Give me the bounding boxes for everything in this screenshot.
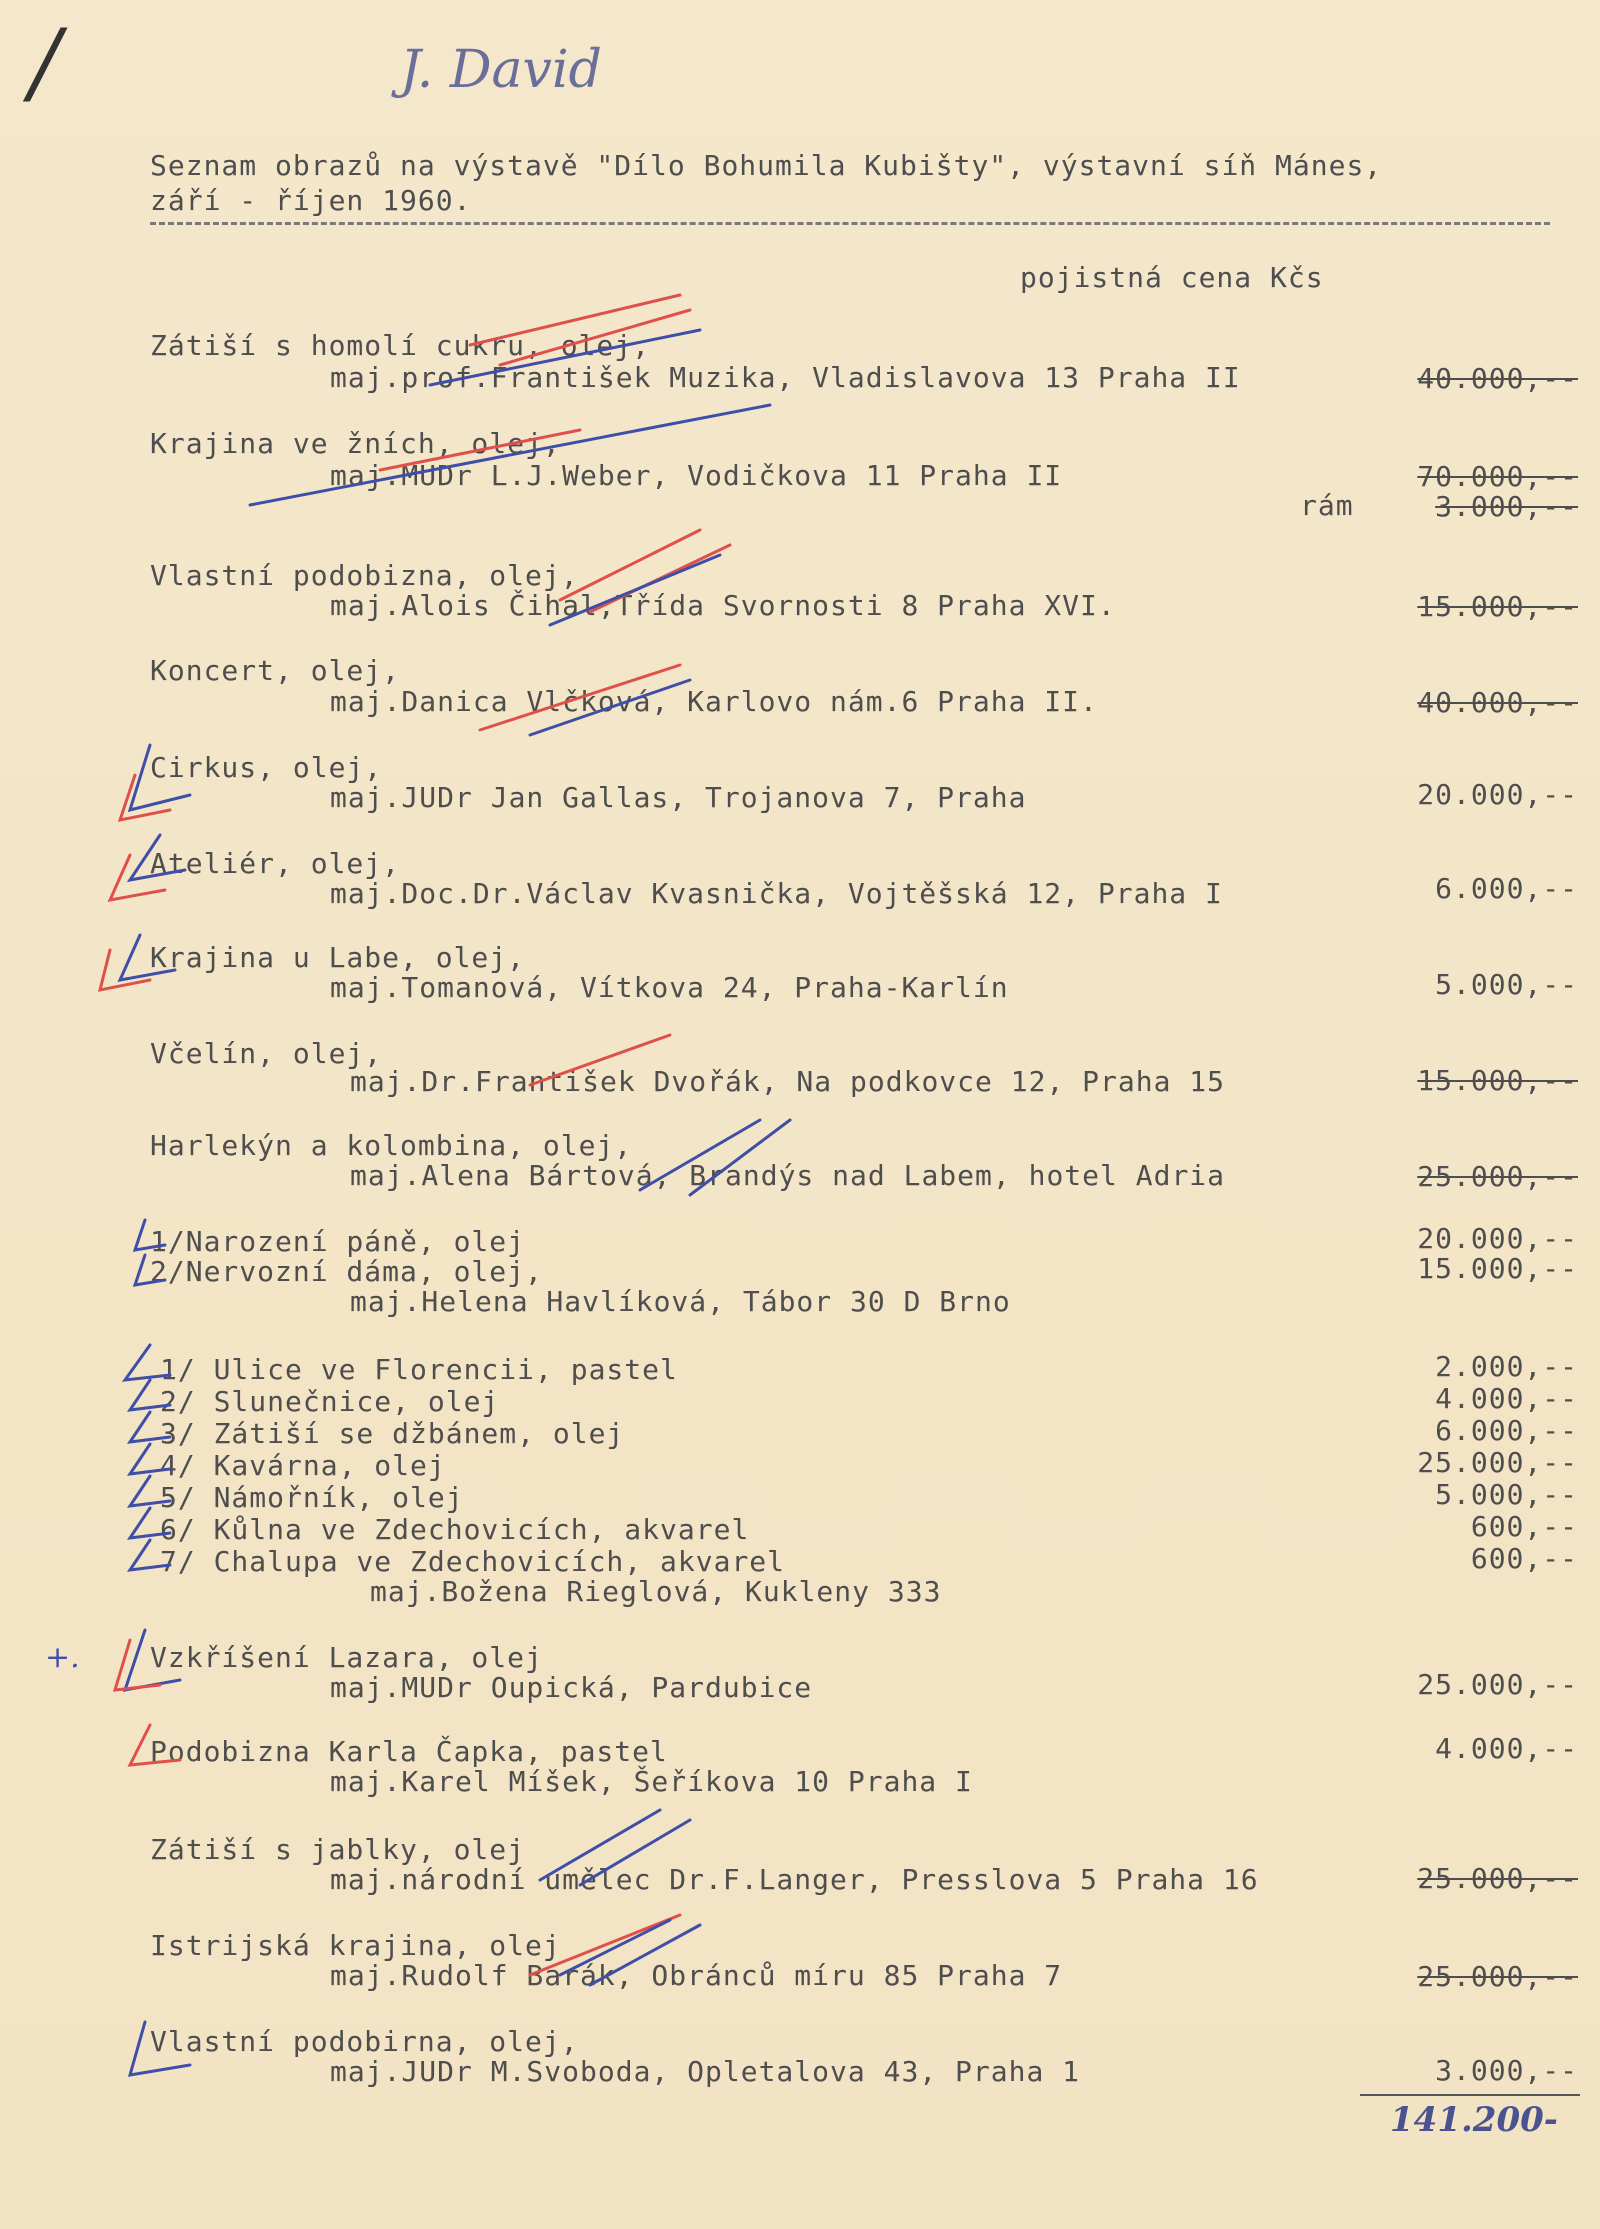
group-rieglova-amount-3: 25.000,--: [1417, 1446, 1578, 1479]
entry-8-owner: maj.Alena Bártová, Brandýs nad Labem, hotel Adria: [350, 1159, 1226, 1192]
group-rieglova-item-6: 7/ Chalupa ve Zdechovicích, akvarel: [160, 1545, 786, 1578]
tail-0-amount: 25.000,--: [1417, 1668, 1578, 1701]
total-rule: [1360, 2094, 1580, 2096]
group-havlikova-amount-0: 20.000,--: [1417, 1222, 1578, 1255]
entry-2-title: Vlastní podobizna, olej,: [150, 559, 579, 592]
entry-4-title: Cirkus, olej,: [150, 751, 383, 784]
entry-0-owner: maj.prof.František Muzika, Vladislavova 13 Praha II: [330, 361, 1241, 394]
entry-5-amount: 6.000,--: [1435, 872, 1578, 905]
entry-1-owner: maj.MUDr L.J.Weber, Vodičkova 11 Praha II: [330, 459, 1063, 492]
group-havlikova-item-0: 1/Narození páně, olej: [150, 1225, 526, 1258]
header-line-1: Seznam obrazů na výstavě "Dílo Bohumila Kubišty", výstavní síň Mánes,: [150, 149, 1383, 182]
tail-4-owner: maj.JUDr M.Svoboda, Opletalova 43, Praha 1: [330, 2055, 1081, 2088]
group-rieglova-amount-6: 600,--: [1470, 1542, 1578, 1575]
entry-4-amount: 20.000,--: [1417, 778, 1578, 811]
group-rieglova-item-0: 1/ Ulice ve Florencii, pastel: [160, 1353, 678, 1386]
tail-1-owner: maj.Karel Míšek, Šeříkova 10 Praha I: [330, 1765, 973, 1798]
group-rieglova-amount-4: 5.000,--: [1435, 1478, 1578, 1511]
group-rieglova-amount-0: 2.000,--: [1435, 1350, 1578, 1383]
group-rieglova-item-2: 3/ Zátiší se džbánem, olej: [160, 1417, 625, 1450]
total-handwritten: 141.200-: [1390, 2100, 1558, 2140]
entry-5-title: Ateliér, olej,: [150, 847, 401, 880]
group-rieglova-item-4: 5/ Námořník, olej: [160, 1481, 464, 1514]
plus-margin-mark: +.: [45, 1640, 80, 1675]
tail-2-amount: 25.000,--: [1417, 1862, 1578, 1895]
entry-1-extra-label: rám: [1300, 489, 1354, 522]
entry-5-owner: maj.Doc.Dr.Václav Kvasnička, Vojtěšská 12, Praha I: [330, 877, 1223, 910]
group-rieglova-item-3: 4/ Kavárna, olej: [160, 1449, 446, 1482]
entry-8-title: Harlekýn a kolombina, olej,: [150, 1129, 633, 1162]
entry-1-title: Krajina ve žních, olej,: [150, 427, 561, 460]
group-rieglova-amount-2: 6.000,--: [1435, 1414, 1578, 1447]
tail-3-amount: 25.000,--: [1417, 1960, 1578, 1993]
tail-2-title: Zátiší s jablky, olej: [150, 1833, 526, 1866]
tail-0-title: Vzkříšení Lazara, olej: [150, 1641, 543, 1674]
group-havlikova-item-1: 2/Nervozní dáma, olej,: [150, 1255, 543, 1288]
author-annotation: J. David: [400, 40, 602, 100]
entry-7-title: Včelín, olej,: [150, 1037, 383, 1070]
entry-3-title: Koncert, olej,: [150, 654, 401, 687]
entry-2-amount: 15.000,--: [1417, 590, 1578, 623]
entry-2-owner: maj.Alois Čihal,Třída Svornosti 8 Praha XVI.: [330, 589, 1116, 622]
group-rieglova-amount-1: 4.000,--: [1435, 1382, 1578, 1415]
entry-0-amount: 40.000,--: [1417, 362, 1578, 395]
tail-0-owner: maj.MUDr Oupická, Pardubice: [330, 1671, 813, 1704]
entry-8-amount: 25.000,--: [1417, 1160, 1578, 1193]
entry-3-owner: maj.Danica Vlčková, Karlovo nám.6 Praha II.: [330, 685, 1098, 718]
price-heading: pojistná cena Kčs: [1020, 261, 1324, 294]
tail-1-title: Podobizna Karla Čapka, pastel: [150, 1735, 668, 1768]
entry-0-title: Zátiší s homolí cukru, olej,: [150, 329, 651, 362]
group-rieglova-item-5: 6/ Kůlna ve Zdechovicích, akvarel: [160, 1513, 750, 1546]
entry-7-amount: 15.000,--: [1417, 1064, 1578, 1097]
tail-2-owner: maj.národní umělec Dr.F.Langer, Presslova 5 Praha 16: [330, 1863, 1259, 1896]
group-havlikova-amount-1: 15.000,--: [1417, 1252, 1578, 1285]
group-rieglova-item-1: 2/ Slunečnice, olej: [160, 1385, 500, 1418]
entry-6-amount: 5.000,--: [1435, 968, 1578, 1001]
tail-4-title: Vlastní podobirna, olej,: [150, 2025, 579, 2058]
tail-3-owner: maj.Rudolf Barák, Obránců míru 85 Praha 7: [330, 1959, 1063, 1992]
tail-4-amount: 3.000,--: [1435, 2054, 1578, 2087]
tail-3-title: Istrijská krajina, olej: [150, 1929, 561, 1962]
entry-6-owner: maj.Tomanová, Vítkova 24, Praha-Karlín: [330, 971, 1009, 1004]
entry-1-amount: 70.000,--: [1417, 460, 1578, 493]
tail-1-amount: 4.000,--: [1435, 1732, 1578, 1765]
top-slash-mark: /: [30, 10, 61, 115]
entry-6-title: Krajina u Labe, olej,: [150, 941, 526, 974]
entry-1-extra-amount: 3.000,--: [1435, 490, 1578, 523]
entry-4-owner: maj.JUDr Jan Gallas, Trojanova 7, Praha: [330, 781, 1027, 814]
group-rieglova-owner: maj.Božena Rieglová, Kukleny 333: [370, 1575, 942, 1608]
group-rieglova-amount-5: 600,--: [1470, 1510, 1578, 1543]
group-havlikova-owner: maj.Helena Havlíková, Tábor 30 D Brno: [350, 1285, 1011, 1318]
entry-7-owner: maj.Dr.František Dvořák, Na podkovce 12, Praha 15: [350, 1065, 1226, 1098]
header-line-2: září - říjen 1960.: [150, 184, 472, 217]
header-divider: [150, 222, 1550, 225]
margin-check-mark: [100, 950, 150, 990]
entry-3-amount: 40.000,--: [1417, 686, 1578, 719]
